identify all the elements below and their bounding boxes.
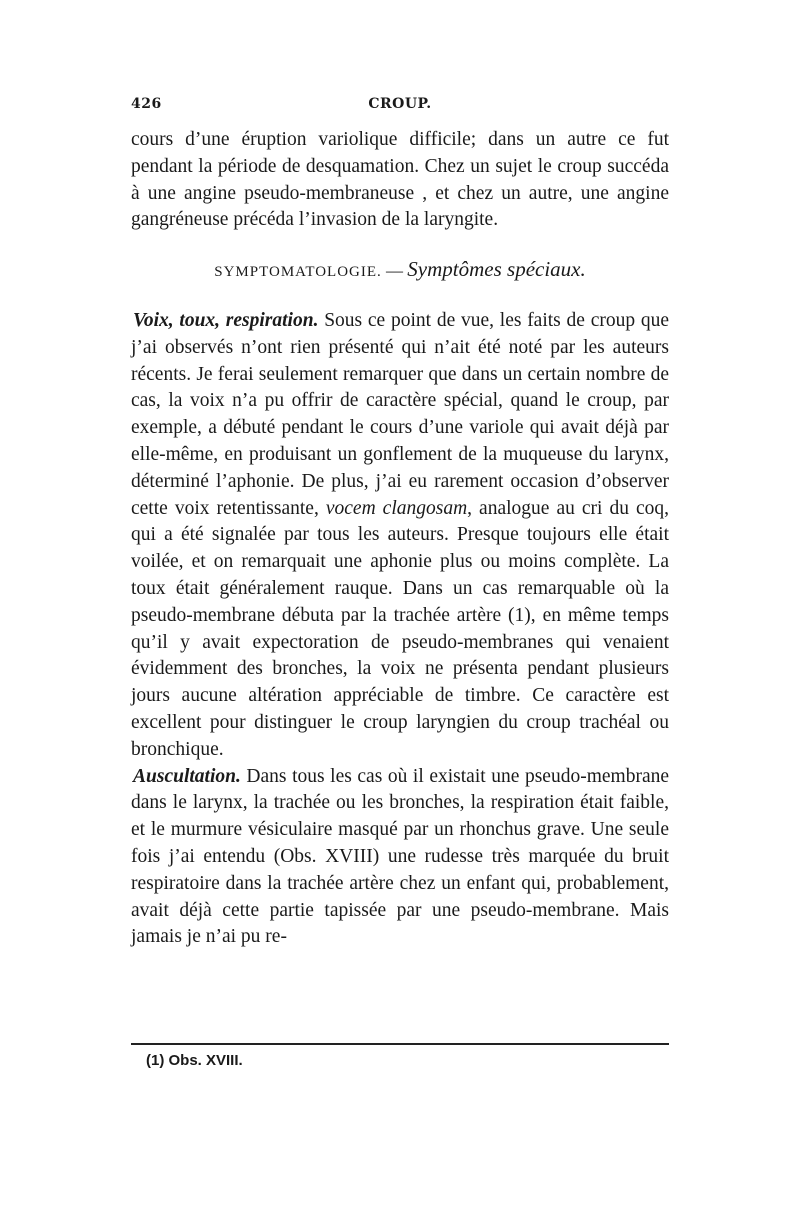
paragraph-auscultation [131, 764, 669, 952]
paragraph-auscultation-lead: Auscultation. [133, 765, 241, 787]
section-heading [131, 256, 669, 286]
main-text [131, 127, 669, 951]
paragraph-voix-latin: vocem clangosam [325, 497, 468, 519]
footnote: (1) Obs. XVIII. [146, 1052, 243, 1069]
paragraph-voix [131, 308, 669, 764]
paragraph-auscultation-text: Dans tous les cas où il existait une pseudo-membrane dans le larynx, la trachée ou les bronches, la respiration était faible, et le murmure vésiculaire masqué par un rhonchus grave. Une seule fois j’ai entendu (Obs. XVIII) une rudesse très marquée du bruit respiratoire dans la trachée artère chez un enfant qui, probablement, avait déjà cette partie tapissée par une pseudo-membrane. Mais jamais je n’ai pu re- [131, 765, 669, 948]
paragraph-voix-lead: Voix, toux, respiration. [133, 309, 319, 331]
paragraph-1: cours d’une éruption variolique difficile; dans un autre ce fut pendant la période de desquamation. Chez un sujet le croup succéda à une angine pseudo-membraneuse , et chez un autre, une angine gangréneuse précéda l’invasion de la laryngite. [131, 129, 669, 231]
footnote-divider [131, 1043, 669, 1045]
section-heading-sub: Symptômes spéciaux. [407, 257, 586, 282]
section-heading-main: SYMPTOMATOLOGIE. [214, 264, 382, 281]
page-number: 426 [131, 96, 162, 112]
paragraph-voix-text-2: , analogue au cri du coq, qui a été signalée par tous les auteurs. Presque toujours elle était voilée, et on remarquait une aphonie plus ou moins complète. La toux était généralement rauque. Dans un cas remarquable où la pseudo-membrane débuta par la trachée artère (1), en même temps qu’il y avait expectoration de pseudo-membranes qui venaient évidemment des bronches, la voix ne présenta pendant plusieurs jours aucune altération appréciable de timbre. Ce caractère est excellent pour distinguer le croup laryngien du croup trachéal ou bronchique. [131, 497, 670, 760]
running-title: CROUP. [368, 96, 432, 112]
paragraph-voix-text-1: Sous ce point de vue, les faits de croup que j’ai observés n’ont rien présenté qui n’ait été noté par les auteurs récents. Je ferai seulement remarquer que dans un certain nombre de cas, la voix n’a pu offrir de caractère spécial, quand le croup, par exemple, a débuté pendant le cours d’une variole qui avait déjà par elle-même, en produisant un gonflement de la muqueuse du larynx, déterminé l’aphonie. De plus, j’ai eu rarement occasion d’observer cette voix retentissante, [131, 309, 670, 519]
section-heading-dash: — [381, 261, 408, 281]
running-header [131, 96, 669, 118]
